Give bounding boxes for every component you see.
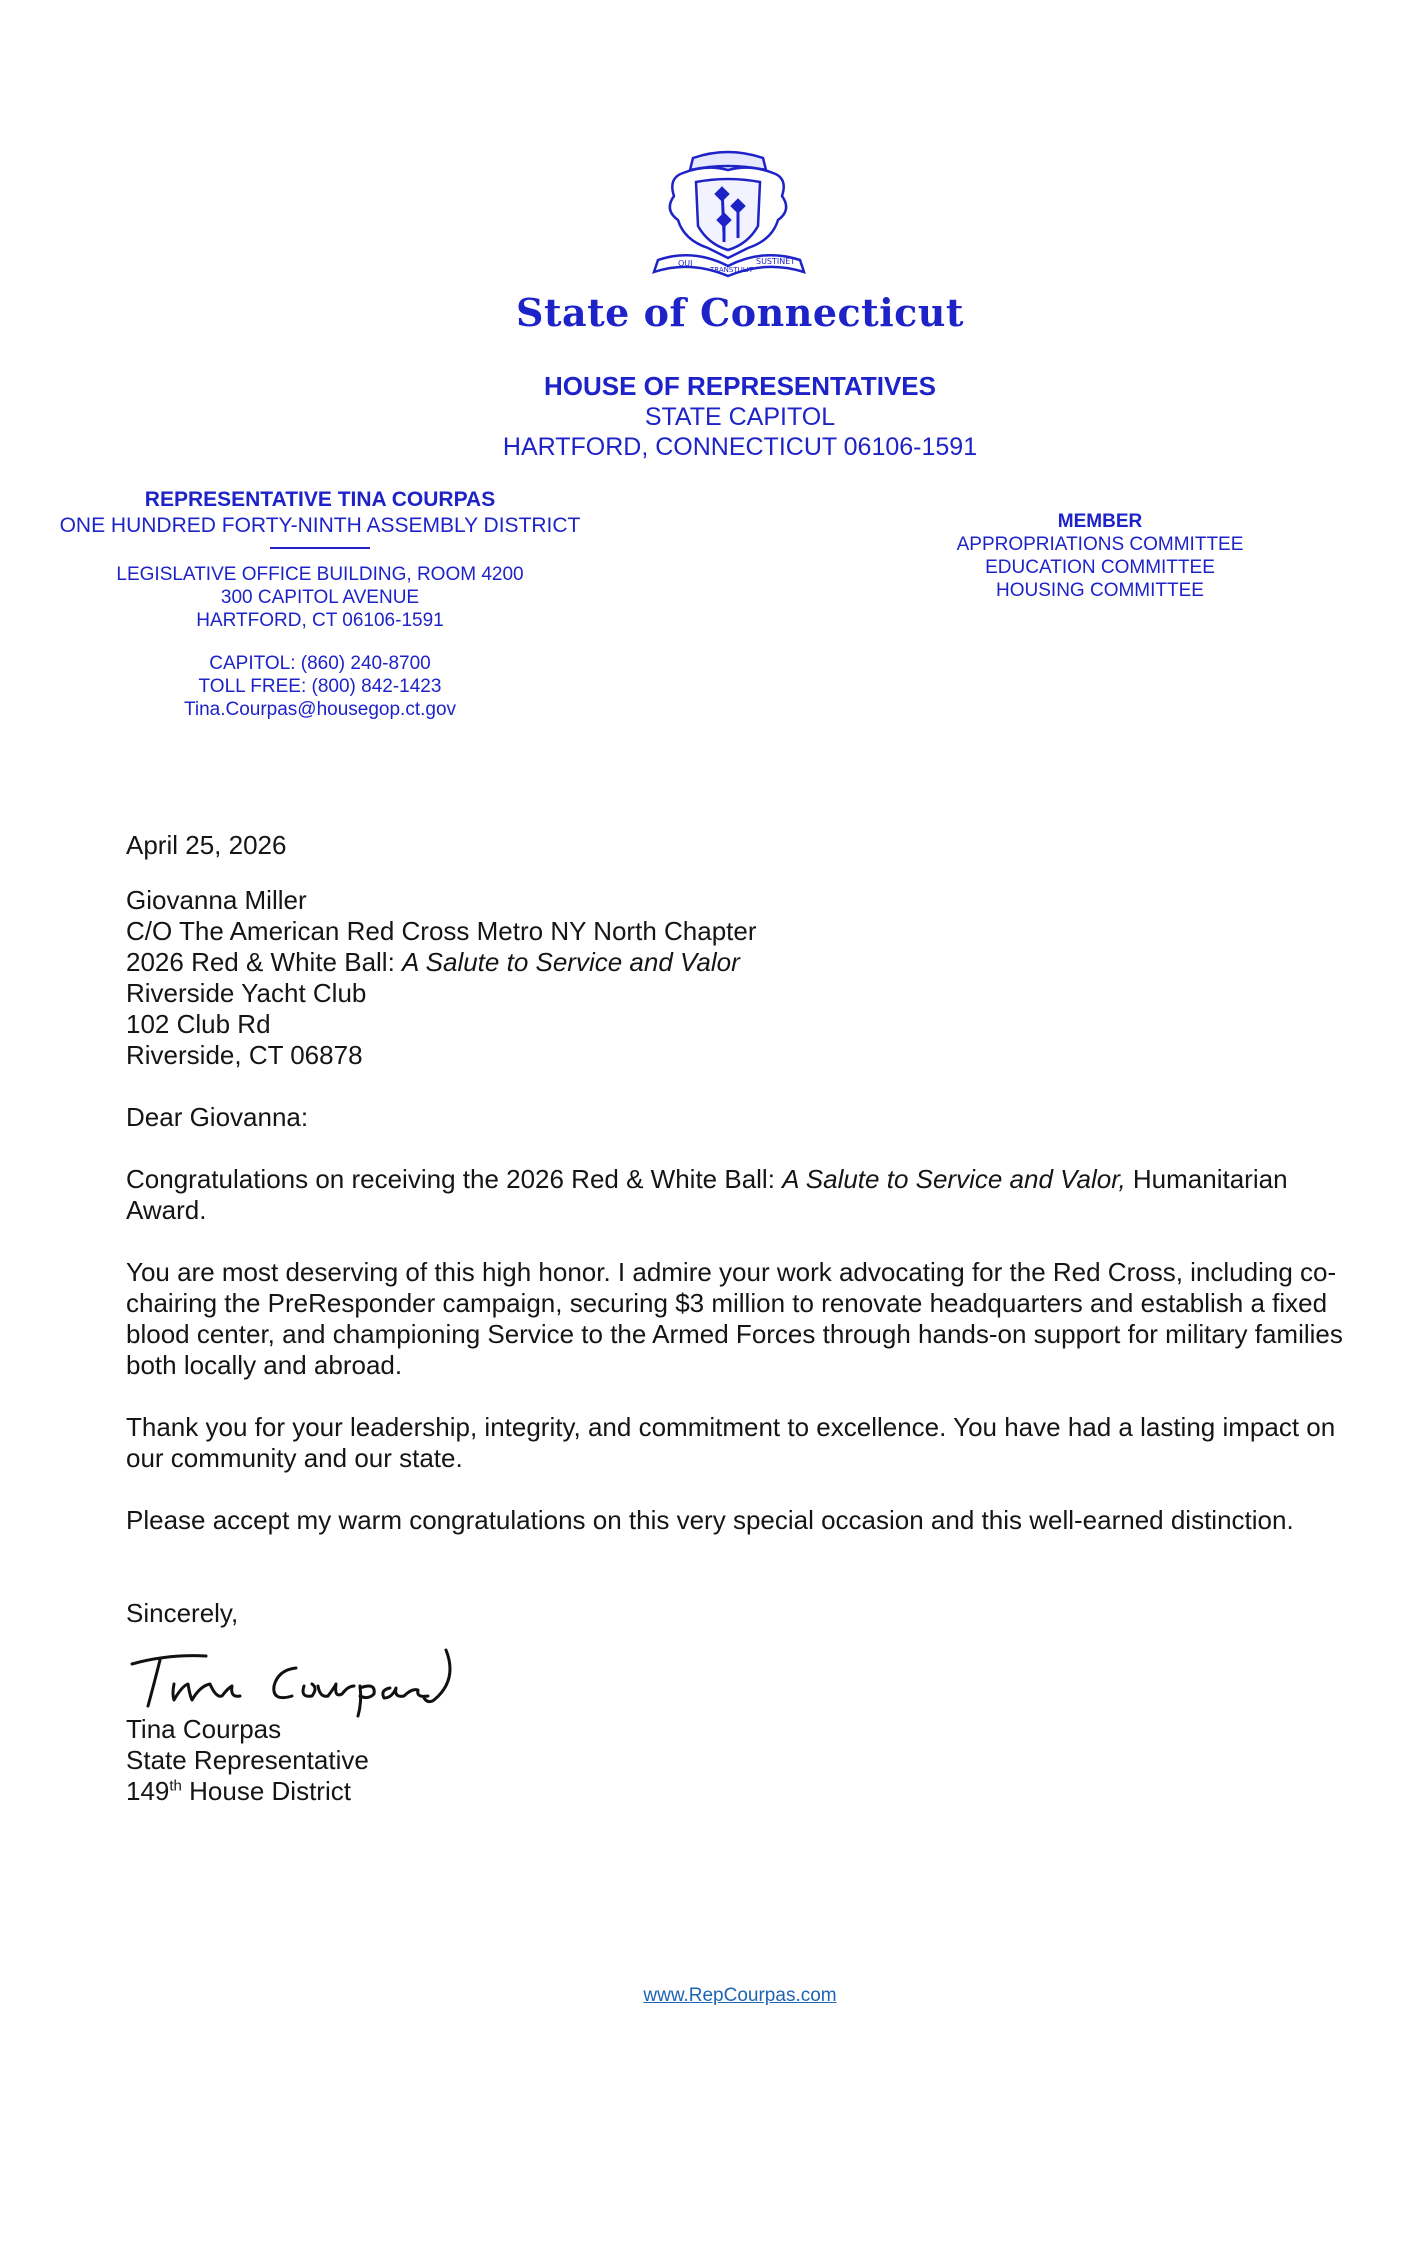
- email-link[interactable]: Tina.Courpas@housegop.ct.gov: [183, 699, 457, 720]
- representative-title: REPRESENTATIVE TINA COURPAS: [144, 488, 496, 511]
- paragraph-1: [126, 1164, 1366, 1226]
- salutation: Dear Giovanna:: [126, 1102, 309, 1132]
- signer-block: [126, 1714, 369, 1807]
- committee-item: APPROPRIATIONS COMMITTEE: [956, 534, 1244, 555]
- closing: Sincerely,: [126, 1598, 239, 1628]
- website-link[interactable]: www.RepCourpas.com: [643, 1985, 837, 2006]
- event-italic: A Salute to Service and Valor: [402, 947, 740, 977]
- paragraph-3: Thank you for your leadership, integrity, and commitment to excellence. You have had a lasting impact on our community and our state.: [126, 1412, 1336, 1473]
- seal-motto-2: TRANSTULIT: [710, 266, 753, 274]
- office-street: 300 CAPITOL AVENUE: [220, 587, 420, 608]
- para1-suffix: Humanitarian Award.: [126, 1164, 1288, 1225]
- paragraph-2: You are most deserving of this high honor. I admire your work advocating for the Red Cross, including co-chairing the PreResponder campaign, securing $3 million to renovate headquarters and establish a fixed blood center, and championing Service to the Armed Forces through hands-on support for military families both locally and abroad.: [126, 1257, 1343, 1380]
- district-label: House District: [181, 1776, 351, 1806]
- committee-item: EDUCATION COMMITTEE: [985, 557, 1215, 578]
- para1-italic: A Salute to Service and Valor,: [782, 1164, 1126, 1194]
- toll-free-phone: TOLL FREE: (800) 842-1423: [198, 676, 442, 697]
- member-heading: MEMBER: [1057, 511, 1143, 532]
- signer-district: [126, 1776, 369, 1807]
- venue-name: Riverside Yacht Club: [126, 978, 367, 1008]
- representative-contact-block: [30, 487, 610, 721]
- para1-prefix: Congratulations on receiving the 2026 Red & White Ball:: [126, 1164, 783, 1194]
- house-title: HOUSE OF REPRESENTATIVES: [544, 371, 936, 401]
- state-name-heading: State of Connecticut: [516, 290, 964, 335]
- venue-city: Riverside, CT 06878: [126, 1040, 363, 1070]
- seal-motto-1: QUI: [678, 259, 693, 268]
- district-number: 149: [126, 1776, 170, 1806]
- representative-district: ONE HUNDRED FORTY-NINTH ASSEMBLY DISTRICT: [59, 514, 581, 537]
- paragraph-4: Please accept my warm congratulations on this very special occasion and this well-earned distinction.: [126, 1505, 1294, 1535]
- house-address-line2: HARTFORD, CONNECTICUT 06106-1591: [502, 433, 978, 461]
- venue-street: 102 Club Rd: [126, 1009, 271, 1039]
- event-line: [126, 947, 1366, 978]
- signer-title: State Representative: [126, 1745, 369, 1775]
- district-suffix: th: [169, 1777, 182, 1795]
- divider: [270, 547, 370, 549]
- office-city: HARTFORD, CT 06106-1591: [196, 610, 444, 631]
- office-room: LEGISLATIVE OFFICE BUILDING, ROOM 4200: [116, 564, 524, 585]
- recipient-name: Giovanna Miller: [126, 885, 307, 915]
- recipient-organization: C/O The American Red Cross Metro NY North Chapter: [126, 916, 757, 946]
- seal-motto-3: SUSTINET: [756, 257, 796, 266]
- letter-body: [126, 830, 1366, 1629]
- signer-name: Tina Courpas: [126, 1714, 282, 1744]
- event-prefix: 2026 Red & White Ball:: [126, 947, 403, 977]
- letter-date: April 25, 2026: [126, 830, 287, 860]
- committee-membership-block: [920, 510, 1280, 602]
- house-address-line1: STATE CAPITOL: [644, 403, 836, 431]
- state-seal-icon: [638, 148, 818, 278]
- committee-item: HOUSING COMMITTEE: [996, 580, 1204, 601]
- house-header: [0, 370, 1425, 462]
- handwritten-signature: [128, 1640, 478, 1720]
- capitol-phone: CAPITOL: (860) 240-8700: [209, 653, 431, 674]
